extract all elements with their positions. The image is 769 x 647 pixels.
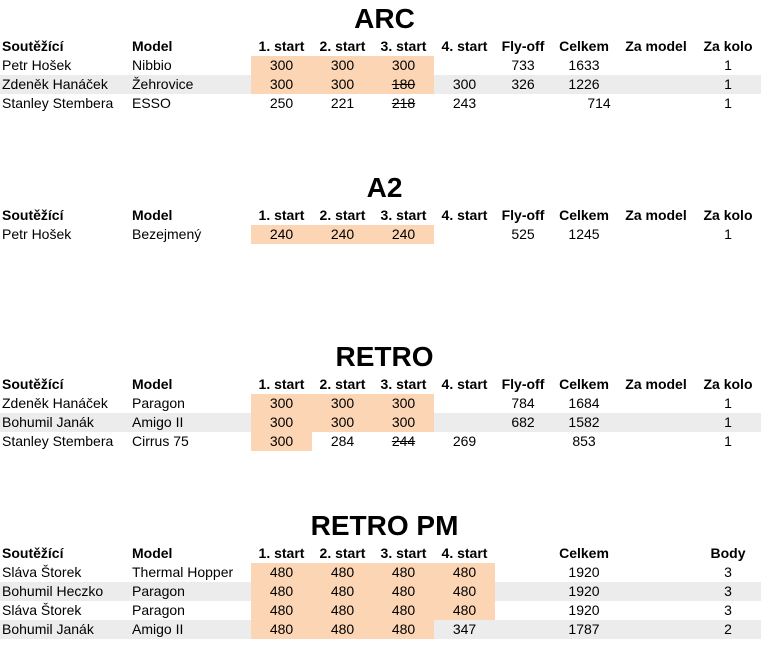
total-score: 1582 xyxy=(568,414,600,430)
header-start-4: 4. start xyxy=(441,376,488,392)
header-start-4: 4. start xyxy=(441,545,488,561)
competitor-name: Sláva Štorek xyxy=(2,564,82,580)
start-3-score: 480 xyxy=(373,620,434,639)
header-za-kolo: Za kolo xyxy=(703,38,753,54)
competitor-name: Sláva Štorek xyxy=(2,602,82,618)
total-score: 1245 xyxy=(568,226,600,242)
za-model-value xyxy=(617,94,695,113)
total-score: 1787 xyxy=(568,621,600,637)
za-kolo-value: 1 xyxy=(724,414,732,430)
za-model-value xyxy=(617,75,695,94)
header-start-3: 3. start xyxy=(380,376,427,392)
header-start-2: 2. start xyxy=(319,376,366,392)
model-name: ESSO xyxy=(132,95,171,111)
section-title: RETRO PM xyxy=(310,510,459,541)
total-score: 853 xyxy=(572,433,596,449)
table-header xyxy=(0,37,761,56)
start-4-score: 480 xyxy=(434,601,495,620)
header-start-3: 3. start xyxy=(380,207,427,223)
header-start-4: 4. start xyxy=(441,38,488,54)
start-2-score: 300 xyxy=(312,394,373,413)
table-row xyxy=(0,620,761,639)
table-row xyxy=(0,601,761,620)
header-total: Celkem xyxy=(559,376,609,392)
start-2-score: 300 xyxy=(312,75,373,94)
model-name: Thermal Hopper xyxy=(132,564,234,580)
start-2-score: 221 xyxy=(330,95,355,111)
section-title: RETRO xyxy=(335,341,434,372)
header-za-model xyxy=(617,544,695,563)
table-header xyxy=(0,375,761,394)
start-1-score: 300 xyxy=(251,432,312,451)
fly-off-score xyxy=(495,563,551,582)
start-2-score: 480 xyxy=(312,563,373,582)
header-competitor: Soutěžící xyxy=(2,545,64,561)
competitor-name: Stanley Stembera xyxy=(2,95,114,111)
competitor-name: Bohumil Janák xyxy=(2,414,94,430)
start-2-score: 480 xyxy=(312,582,373,601)
start-1-score: 240 xyxy=(251,225,312,244)
table-row xyxy=(0,394,761,413)
table-row xyxy=(0,563,761,582)
fly-off-score: 682 xyxy=(511,414,535,430)
fly-off-score: 784 xyxy=(511,395,535,411)
start-4-score: 269 xyxy=(452,433,477,449)
start-1-score: 300 xyxy=(251,394,312,413)
za-model-value xyxy=(617,225,695,244)
total-score: 1684 xyxy=(568,395,600,411)
za-model-value xyxy=(617,601,695,620)
start-2-score: 480 xyxy=(312,620,373,639)
za-model-value xyxy=(617,563,695,582)
header-start-1: 1. start xyxy=(258,545,305,561)
start-3-score: 480 xyxy=(373,563,434,582)
start-2-score: 240 xyxy=(312,225,373,244)
header-model: Model xyxy=(132,38,173,54)
header-fly-off: Fly-off xyxy=(501,207,545,223)
competitor-name: Bohumil Janák xyxy=(2,621,94,637)
start-4-score: 347 xyxy=(452,621,477,637)
model-name: Bezejmený xyxy=(132,226,202,242)
start-1-score: 300 xyxy=(251,56,312,75)
competitor-name: Petr Hošek xyxy=(2,226,72,242)
fly-off-score: 733 xyxy=(511,57,535,73)
body-value: 3 xyxy=(724,583,732,599)
start-3-score: 240 xyxy=(373,225,434,244)
start-2-score: 480 xyxy=(312,601,373,620)
header-start-1: 1. start xyxy=(258,207,305,223)
start-4-score xyxy=(434,394,495,413)
fly-off-score: 525 xyxy=(511,226,535,242)
header-start-4: 4. start xyxy=(441,207,488,223)
table-header xyxy=(0,544,761,563)
header-start-2: 2. start xyxy=(319,207,366,223)
start-4-score xyxy=(434,225,495,244)
start-3-score-struck: 244 xyxy=(391,433,416,449)
header-body: Body xyxy=(710,545,746,561)
start-1-score: 300 xyxy=(251,75,312,94)
start-4-score: 480 xyxy=(434,563,495,582)
start-2-score: 300 xyxy=(312,56,373,75)
start-4-score: 480 xyxy=(434,582,495,601)
start-2-score: 284 xyxy=(330,433,355,449)
za-kolo-value: 1 xyxy=(724,433,732,449)
za-kolo-value: 1 xyxy=(724,76,732,92)
header-competitor: Soutěžící xyxy=(2,38,64,54)
header-start-2: 2. start xyxy=(319,38,366,54)
za-model-value xyxy=(617,56,695,75)
za-kolo-value: 1 xyxy=(724,226,732,242)
za-model-value xyxy=(617,413,695,432)
model-name: Paragon xyxy=(132,583,185,599)
table-row xyxy=(0,413,761,432)
start-3-score: 300 xyxy=(373,413,434,432)
header-model: Model xyxy=(132,207,173,223)
start-3-score: 480 xyxy=(373,582,434,601)
header-fly-off xyxy=(495,544,551,563)
header-fly-off: Fly-off xyxy=(501,38,545,54)
header-za-kolo: Za kolo xyxy=(703,376,753,392)
competitor-name: Bohumil Heczko xyxy=(2,583,104,599)
header-start-2: 2. start xyxy=(319,545,366,561)
header-za-model: Za model xyxy=(625,207,687,223)
za-model-value xyxy=(617,620,695,639)
total-score: 1633 xyxy=(568,57,600,73)
competitor-name: Zdeněk Hanáček xyxy=(2,76,108,92)
header-za-model: Za model xyxy=(625,38,687,54)
start-4-score xyxy=(434,56,495,75)
total-score: 1226 xyxy=(568,76,600,92)
section-title: A2 xyxy=(366,172,403,203)
za-kolo-value: 1 xyxy=(724,95,732,111)
body-value: 2 xyxy=(724,621,732,637)
table-row xyxy=(0,75,761,94)
start-3-score: 300 xyxy=(373,394,434,413)
total-score: 1920 xyxy=(568,602,600,618)
model-name: Paragon xyxy=(132,602,185,618)
header-competitor: Soutěžící xyxy=(2,376,64,392)
fly-off-score xyxy=(495,94,551,113)
za-kolo-value: 1 xyxy=(724,57,732,73)
model-name: Cirrus 75 xyxy=(132,433,189,449)
competitor-name: Petr Hošek xyxy=(2,57,72,73)
header-start-1: 1. start xyxy=(258,376,305,392)
header-competitor: Soutěžící xyxy=(2,207,64,223)
table-row xyxy=(0,94,761,113)
header-za-model: Za model xyxy=(625,376,687,392)
table-row xyxy=(0,56,761,75)
model-name: Nibbio xyxy=(132,57,172,73)
start-4-score: 300 xyxy=(452,76,477,92)
start-1-score: 480 xyxy=(251,601,312,620)
za-kolo-value: 1 xyxy=(724,395,732,411)
start-1-score: 480 xyxy=(251,582,312,601)
model-name: Amigo II xyxy=(132,621,184,637)
start-1-score: 480 xyxy=(251,563,312,582)
header-total: Celkem xyxy=(559,545,609,561)
start-1-score: 250 xyxy=(269,95,294,111)
header-start-3: 3. start xyxy=(380,38,427,54)
start-3-score: 300 xyxy=(373,56,434,75)
fly-off-score xyxy=(495,601,551,620)
section-title: ARC xyxy=(354,3,415,34)
fly-off-score xyxy=(495,432,551,451)
start-3-score-struck: 180 xyxy=(373,75,434,94)
header-start-1: 1. start xyxy=(258,38,305,54)
table-header xyxy=(0,206,761,225)
start-1-score: 300 xyxy=(251,413,312,432)
za-model-value xyxy=(617,582,695,601)
model-name: Amigo II xyxy=(132,414,184,430)
body-value: 3 xyxy=(724,564,732,580)
header-total: Celkem xyxy=(559,38,609,54)
header-start-3: 3. start xyxy=(380,545,427,561)
start-3-score-struck: 218 xyxy=(391,95,416,111)
start-4-score: 243 xyxy=(452,95,477,111)
header-model: Model xyxy=(132,376,173,392)
table-row xyxy=(0,582,761,601)
start-2-score: 300 xyxy=(312,413,373,432)
fly-off-score xyxy=(495,620,551,639)
total-score: 1920 xyxy=(568,583,600,599)
total-score: 714 xyxy=(587,95,611,111)
competitor-name: Zdeněk Hanáček xyxy=(2,395,108,411)
table-row xyxy=(0,225,761,244)
fly-off-score xyxy=(495,582,551,601)
header-fly-off: Fly-off xyxy=(501,376,545,392)
za-model-value xyxy=(617,432,695,451)
header-total: Celkem xyxy=(559,207,609,223)
header-model: Model xyxy=(132,545,173,561)
model-name: Paragon xyxy=(132,395,185,411)
za-model-value xyxy=(617,394,695,413)
body-value: 3 xyxy=(724,602,732,618)
start-1-score: 480 xyxy=(251,620,312,639)
model-name: Žehrovice xyxy=(132,76,194,92)
fly-off-score: 326 xyxy=(511,76,535,92)
header-za-kolo: Za kolo xyxy=(703,207,753,223)
start-4-score xyxy=(434,413,495,432)
competitor-name: Stanley Stembera xyxy=(2,433,114,449)
start-3-score: 480 xyxy=(373,601,434,620)
table-row xyxy=(0,432,761,451)
total-score: 1920 xyxy=(568,564,600,580)
